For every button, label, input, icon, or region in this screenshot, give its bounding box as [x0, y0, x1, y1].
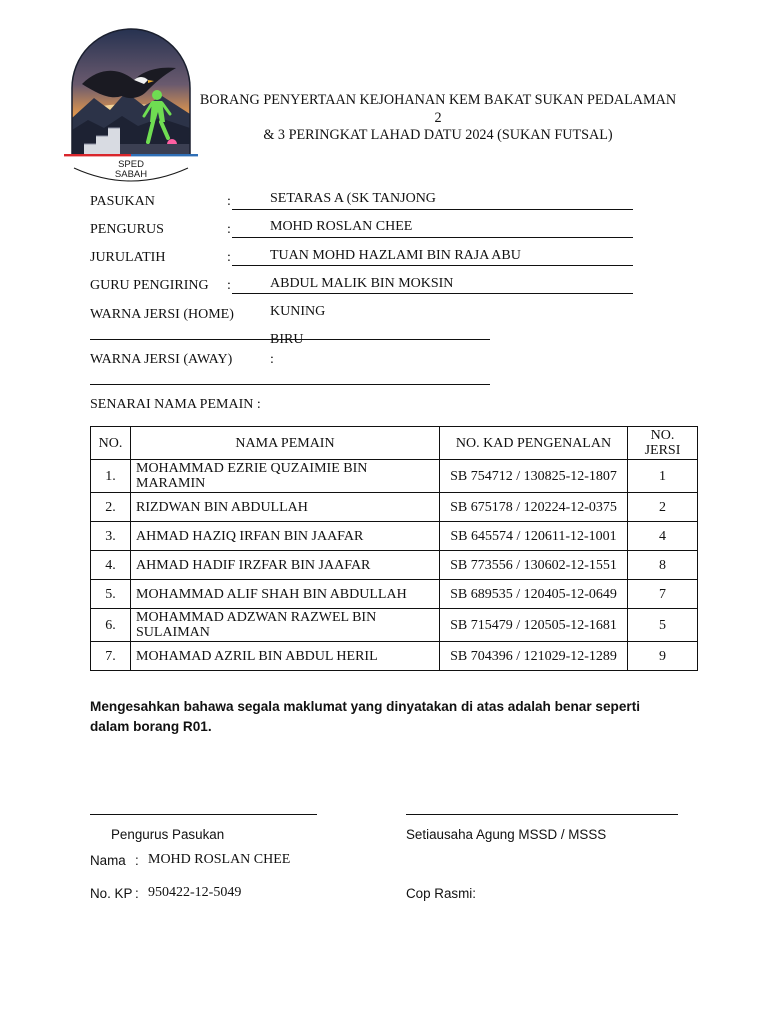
row-jersey: 1 — [628, 460, 698, 493]
warna-away-label: WARNA JERSI (AWAY) — [90, 352, 233, 367]
row-jersey: 5 — [628, 609, 698, 642]
logo-text-sped: SPED — [118, 159, 144, 170]
form-title — [196, 92, 680, 145]
table-row — [91, 551, 698, 580]
kp-colon: : — [135, 886, 139, 901]
jurulatih-label: JURULATIH — [90, 250, 166, 265]
players-table — [90, 426, 698, 671]
logo-text-sabah: SABAH — [114, 169, 148, 180]
pengurus-underline — [232, 237, 633, 238]
row-name: AHMAD HADIF IRZFAR BIN JAAFAR — [131, 551, 440, 580]
pasukan-field[interactable]: SETARAS A (SK TANJONG — [270, 191, 436, 206]
roster-heading: SENARAI NAMA PEMAIN : — [90, 397, 261, 412]
nama-label: Nama — [90, 853, 126, 868]
declaration-line1: Mengesahkan bahawa segala maklumat yang dinyatakan di atas adalah benar seperti — [90, 699, 641, 714]
row-jersey: 8 — [628, 551, 698, 580]
row-no: 1. — [91, 460, 131, 493]
cop-rasmi-label: Cop Rasmi: — [406, 886, 476, 901]
header-jersey — [628, 427, 698, 460]
manager-signature-line[interactable] — [90, 814, 317, 815]
header-jersey-line1: NO. — [650, 428, 675, 443]
table-row — [91, 580, 698, 609]
row-ic: SB 689535 / 120405-12-0649 — [440, 580, 628, 609]
header-ic: NO. KAD PENGENALAN — [440, 427, 628, 460]
row-name: MOHAMAD AZRIL BIN ABDUL HERIL — [131, 642, 440, 671]
warna-away-colon: : — [270, 352, 274, 367]
guru-pengiring-field[interactable]: ABDUL MALIK BIN MOKSIN — [270, 276, 454, 291]
pengurus-field[interactable]: MOHD ROSLAN CHEE — [270, 219, 413, 234]
header-name: NAMA PEMAIN — [131, 427, 440, 460]
row-no: 4. — [91, 551, 131, 580]
pasukan-underline — [232, 209, 633, 210]
table-row — [91, 460, 698, 493]
row-no: 3. — [91, 522, 131, 551]
jurulatih-field[interactable]: TUAN MOHD HAZLAMI BIN RAJA ABU — [270, 248, 521, 263]
warna-home-field[interactable]: KUNING — [270, 304, 326, 319]
table-row — [91, 493, 698, 522]
header-no: NO. — [91, 427, 131, 460]
table-row — [91, 642, 698, 671]
row-no: 7. — [91, 642, 131, 671]
row-ic: SB 715479 / 120505-12-1681 — [440, 609, 628, 642]
pasukan-label: PASUKAN — [90, 194, 155, 209]
row-name-line2: SULAIMAN — [136, 625, 210, 640]
table-row — [91, 609, 698, 642]
row-name-line1: MOHAMMAD ADZWAN RAZWEL BIN — [136, 610, 377, 625]
kp-label: No. KP — [90, 886, 133, 901]
row-no: 5. — [91, 580, 131, 609]
warna-away-underline — [90, 384, 490, 385]
jurulatih-underline — [232, 265, 633, 266]
row-jersey: 2 — [628, 493, 698, 522]
row-name — [131, 609, 440, 642]
secretary-signature-title: Setiausaha Agung MSSD / MSSS — [406, 827, 607, 842]
guru-pengiring-label: GURU PENGIRING — [90, 278, 209, 293]
pasukan-colon: : — [227, 194, 231, 209]
row-no: 2. — [91, 493, 131, 522]
guru-pengiring-colon: : — [227, 278, 231, 293]
row-ic: SB 704396 / 121029-12-1289 — [440, 642, 628, 671]
declaration-line2: dalam borang R01. — [90, 719, 212, 734]
row-name-line2: MARAMIN — [136, 476, 206, 491]
row-jersey: 4 — [628, 522, 698, 551]
form-title-line2: & 3 PERINGKAT LAHAD DATU 2024 (SUKAN FUTSAL) — [263, 127, 613, 143]
form-title-line1: BORANG PENYERTAAN KEJOHANAN KEM BAKAT SUKAN PEDALAMAN 2 — [199, 92, 677, 126]
warna-away-field[interactable]: BIRU — [270, 332, 304, 347]
declaration-text — [90, 697, 690, 737]
warna-home-label: WARNA JERSI (HOME) — [90, 307, 234, 322]
table-row — [91, 522, 698, 551]
nama-value: MOHD ROSLAN CHEE — [148, 852, 291, 867]
row-ic: SB 754712 / 130825-12-1807 — [440, 460, 628, 493]
row-name: MOHAMMAD ALIF SHAH BIN ABDULLAH — [131, 580, 440, 609]
row-name-line1: MOHAMMAD EZRIE QUZAIMIE BIN — [136, 461, 368, 476]
kp-value: 950422-12-5049 — [148, 885, 242, 900]
row-ic: SB 645574 / 120611-12-1001 — [440, 522, 628, 551]
row-name — [131, 460, 440, 493]
pengurus-colon: : — [227, 222, 231, 237]
manager-signature-title: Pengurus Pasukan — [111, 827, 225, 842]
nama-colon: : — [135, 853, 139, 868]
row-name: AHMAD HAZIQ IRFAN BIN JAAFAR — [131, 522, 440, 551]
guru-pengiring-underline — [232, 293, 633, 294]
sped-sabah-logo — [64, 26, 198, 186]
logo-scene — [64, 26, 198, 156]
row-name: RIZDWAN BIN ABDULLAH — [131, 493, 440, 522]
jurulatih-colon: : — [227, 250, 231, 265]
row-jersey: 9 — [628, 642, 698, 671]
players-header-row — [91, 427, 698, 460]
row-ic: SB 773556 / 130602-12-1551 — [440, 551, 628, 580]
header-jersey-line2: JERSI — [644, 443, 681, 458]
row-ic: SB 675178 / 120224-12-0375 — [440, 493, 628, 522]
secretary-signature-line[interactable] — [406, 814, 678, 815]
pengurus-label: PENGURUS — [90, 222, 164, 237]
row-no: 6. — [91, 609, 131, 642]
row-jersey: 7 — [628, 580, 698, 609]
